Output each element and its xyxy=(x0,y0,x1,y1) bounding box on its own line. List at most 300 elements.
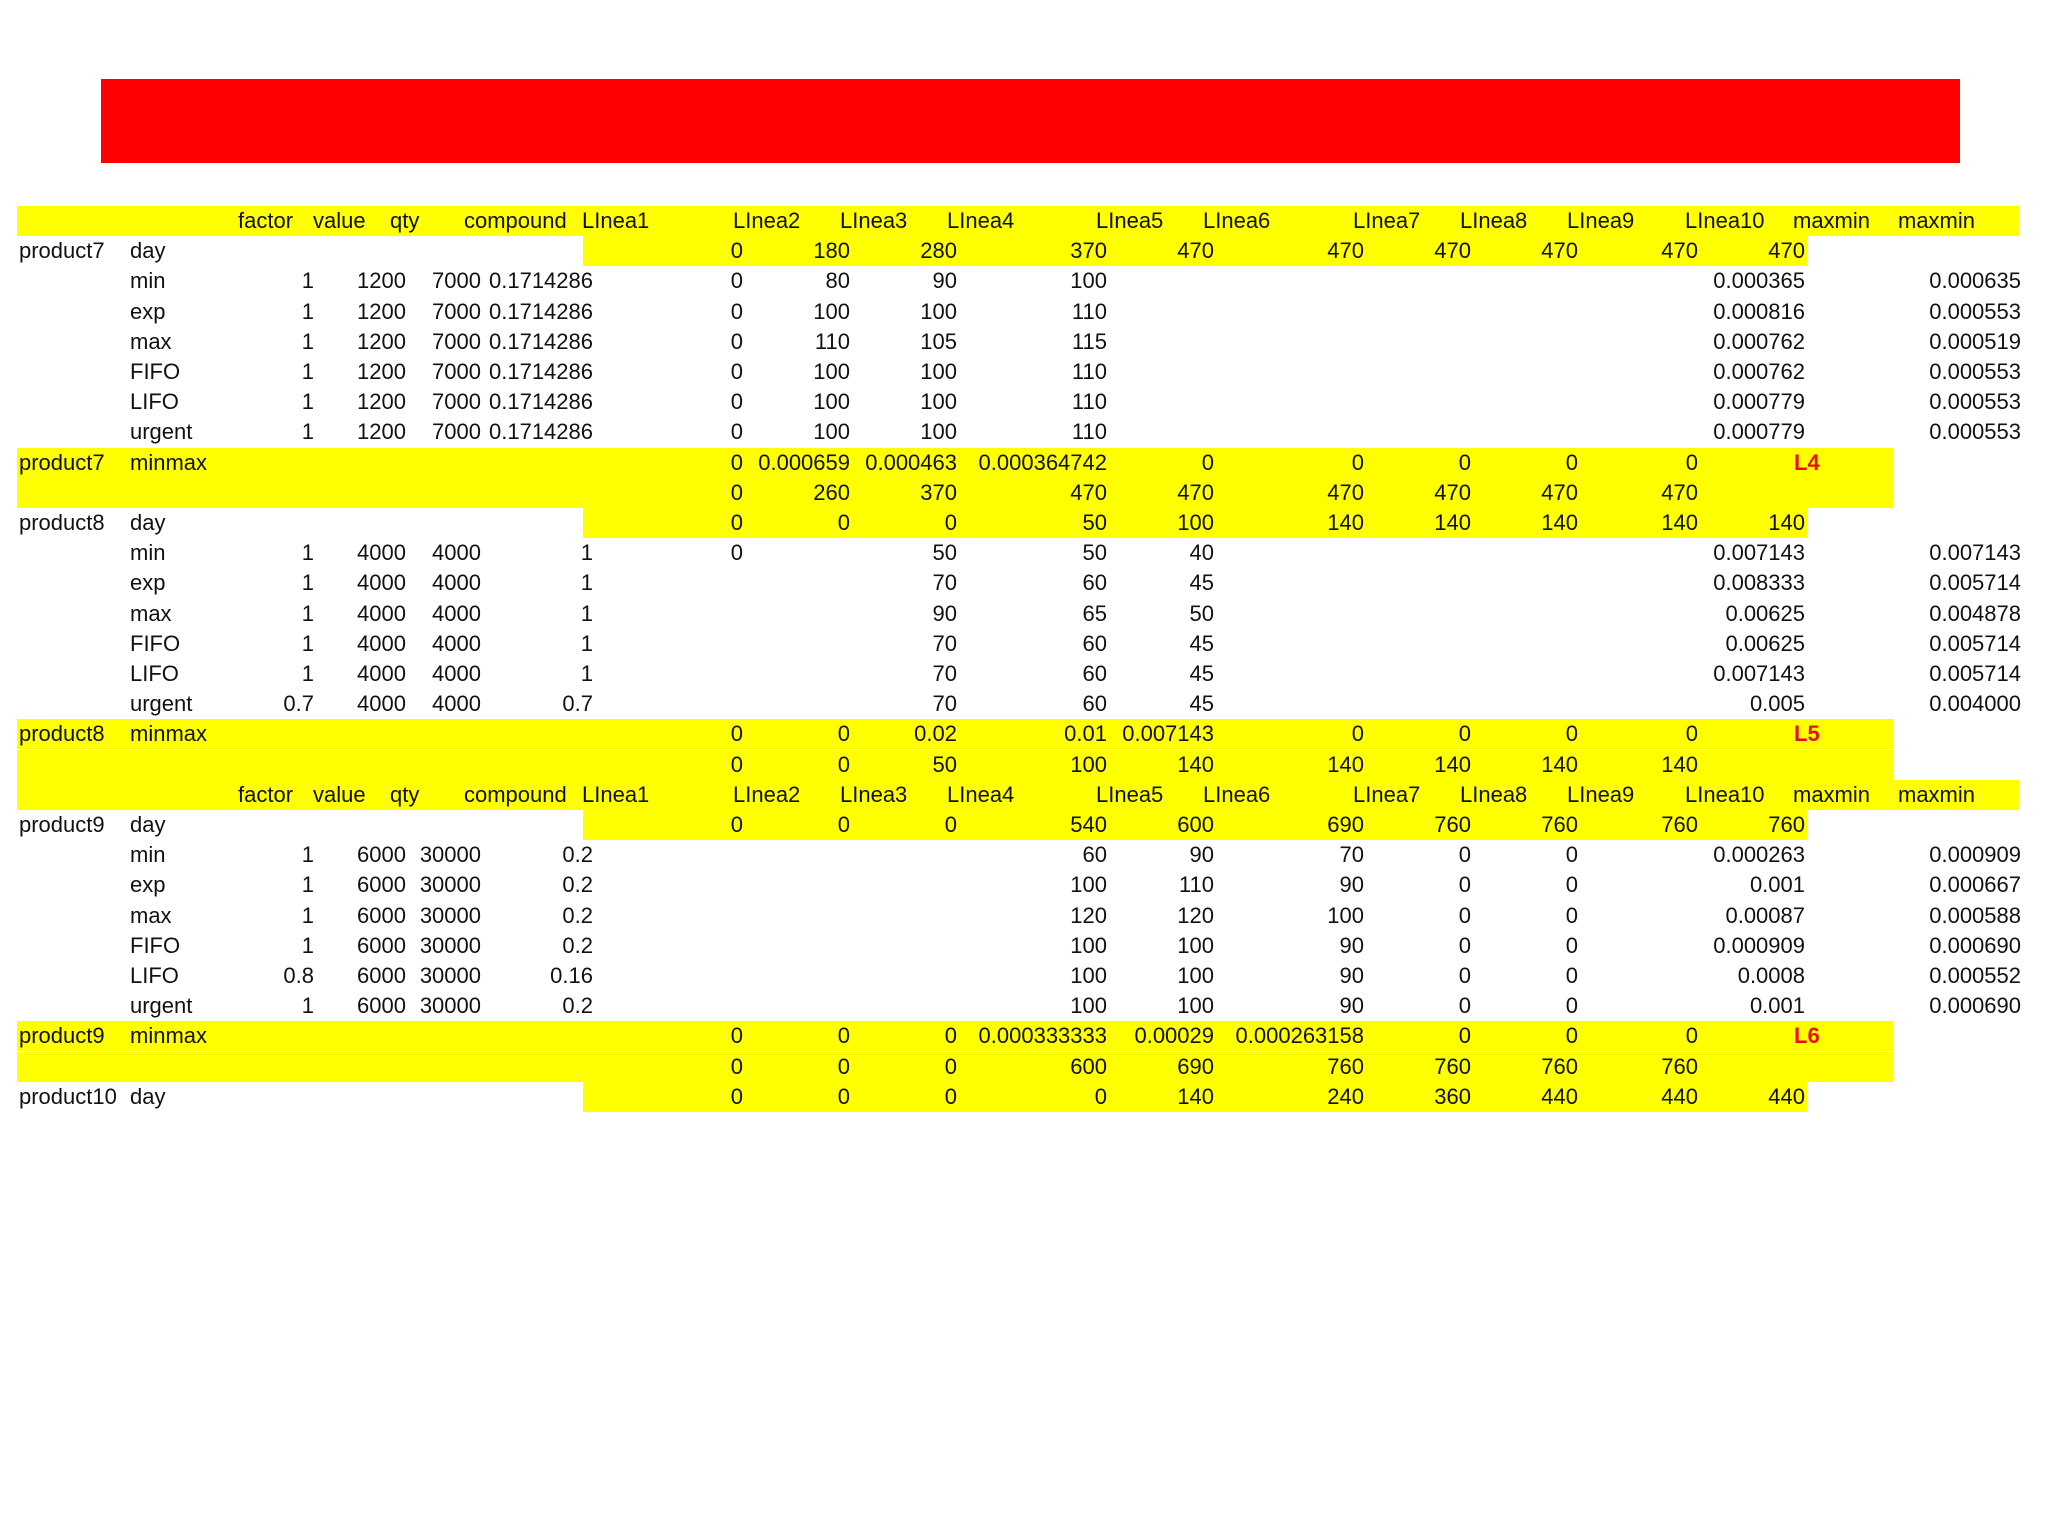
col-9-cell: LInea4 xyxy=(947,208,1015,233)
col-14-cell: 0 xyxy=(1565,872,1578,898)
sub-row xyxy=(17,750,2027,780)
minmax-row xyxy=(17,448,2027,478)
factor-cell: 1 xyxy=(301,389,314,415)
col-7-cell: 0 xyxy=(730,1053,743,1079)
col-7-cell: 0 xyxy=(730,479,743,505)
data-row xyxy=(17,659,2027,689)
value-cell: 6000 xyxy=(357,842,406,868)
col-14-cell: 760 xyxy=(1541,812,1578,837)
category-cell: urgent xyxy=(130,993,193,1019)
col-11-cell: 90 xyxy=(1189,842,1214,868)
minmax-row xyxy=(17,1021,2027,1051)
col-8-cell: 100 xyxy=(813,419,850,445)
compound-cell: 1 xyxy=(580,570,593,596)
col-9-cell: 70 xyxy=(932,661,957,686)
product-cell: product10 xyxy=(19,1083,117,1109)
product-cell: product7 xyxy=(19,449,105,475)
col-12-cell: 140 xyxy=(1327,510,1364,535)
col-14-cell: 140 xyxy=(1541,751,1578,777)
category-cell: max xyxy=(130,328,172,354)
factor-cell: 1 xyxy=(301,600,314,626)
col-13-cell: 0 xyxy=(1458,721,1471,747)
data-row xyxy=(17,357,2027,387)
value-cell: 1200 xyxy=(357,359,406,384)
category-cell: min xyxy=(130,540,166,566)
col-11-cell: 100 xyxy=(1177,963,1214,988)
col-16-cell: 0.000762 xyxy=(1713,328,1805,354)
col-8-cell: 80 xyxy=(825,268,850,294)
col-7-cell: 0 xyxy=(730,721,743,747)
col-10-cell: 540 xyxy=(1070,812,1107,837)
col-7-cell: 0 xyxy=(730,268,743,294)
col-8-cell: LInea3 xyxy=(840,781,908,807)
value-cell: value xyxy=(313,781,366,807)
col-16-cell: 0.000779 xyxy=(1713,419,1805,445)
compound-cell: 0.1714286 xyxy=(489,298,593,324)
col-16-cell: 0.001 xyxy=(1749,993,1805,1019)
col-14-cell: 0 xyxy=(1565,993,1578,1019)
col-13-cell: 760 xyxy=(1434,1053,1471,1079)
col-17-cell: 0.000909 xyxy=(1929,842,2021,868)
col-9-cell: 280 xyxy=(920,238,957,264)
col-11-cell: 0.00029 xyxy=(1134,1023,1214,1049)
category-cell: max xyxy=(130,600,172,626)
col-11-cell: LInea6 xyxy=(1203,208,1271,233)
value-cell: 4000 xyxy=(357,570,406,596)
factor-cell: 1 xyxy=(301,932,314,958)
data-row xyxy=(17,629,2027,659)
col-13-cell: 470 xyxy=(1434,479,1471,505)
col-11-cell: LInea6 xyxy=(1203,781,1271,807)
qty-cell: 7000 xyxy=(432,419,481,445)
col-17-cell: 0.000519 xyxy=(1929,328,2021,354)
value-cell: value xyxy=(313,208,366,233)
col-10-cell: 60 xyxy=(1082,630,1107,656)
col-17-cell: 0.005714 xyxy=(1929,630,2021,656)
qty-cell: 30000 xyxy=(419,902,481,928)
col-10-cell: 115 xyxy=(1071,328,1107,354)
col-8-cell: 0 xyxy=(837,751,850,777)
compound-cell: 0.1714286 xyxy=(489,328,593,354)
qty-cell: 30000 xyxy=(419,993,481,1019)
col-11-cell: 0 xyxy=(1201,449,1214,475)
col-17-cell: 0.004000 xyxy=(1929,691,2021,717)
col-9-cell: 90 xyxy=(932,268,957,294)
col-17-cell: 0.000553 xyxy=(1929,389,2021,415)
col-17-cell: 0.004878 xyxy=(1929,600,2021,626)
col-10-cell: 60 xyxy=(1082,661,1107,686)
value-cell: 1200 xyxy=(357,389,406,415)
col-15-cell: LInea10 xyxy=(1685,208,1765,233)
col-16-cell: 0.000816 xyxy=(1713,298,1805,324)
col-9-cell: 100 xyxy=(920,419,957,445)
col-9-cell: 0.000463 xyxy=(865,449,957,475)
col-8-cell: 110 xyxy=(814,328,850,354)
col-10-cell: 50 xyxy=(1082,540,1107,566)
col-17-cell: 0.000690 xyxy=(1929,993,2021,1019)
col-10-cell: 470 xyxy=(1070,479,1107,505)
col-9-cell: 100 xyxy=(920,298,957,324)
factor-cell: 1 xyxy=(301,872,314,898)
col-17-cell: maxmin xyxy=(1898,208,1976,233)
value-cell: 4000 xyxy=(357,691,406,717)
col-11-cell: 690 xyxy=(1177,1053,1214,1079)
product-cell: product8 xyxy=(19,510,105,535)
col-10-cell: 50 xyxy=(1082,510,1107,535)
col-14-cell: 0 xyxy=(1565,449,1578,475)
col-15-cell: 140 xyxy=(1661,510,1698,535)
compound-cell: 0.16 xyxy=(550,963,593,988)
value-cell: 1200 xyxy=(357,419,406,445)
col-16-cell: 470 xyxy=(1768,238,1805,264)
qty-cell: 7000 xyxy=(432,389,481,415)
category-cell: LIFO xyxy=(130,389,179,415)
col-16-cell: 760 xyxy=(1768,812,1805,837)
qty-cell: 30000 xyxy=(419,872,481,898)
compound-cell: 0.2 xyxy=(562,993,593,1019)
col-7-cell: 0 xyxy=(730,238,743,264)
factor-cell: 1 xyxy=(301,630,314,656)
data-row xyxy=(17,961,2027,991)
day-row xyxy=(17,236,2027,266)
col-13-cell: 0 xyxy=(1458,993,1471,1019)
product-cell: product7 xyxy=(19,238,105,264)
col-17-cell: 0.005714 xyxy=(1929,570,2021,596)
data-row xyxy=(17,417,2027,447)
col-17-cell: maxmin xyxy=(1898,781,1976,807)
qty-cell: 30000 xyxy=(419,932,481,958)
col-16-cell: 0.00625 xyxy=(1725,600,1805,626)
col-11-cell: 40 xyxy=(1189,540,1214,566)
col-14-cell: 0 xyxy=(1565,932,1578,958)
col-11-cell: 45 xyxy=(1189,630,1214,656)
col-8-cell: 0 xyxy=(837,1053,850,1079)
category-cell: day xyxy=(130,812,166,837)
col-12-cell: 760 xyxy=(1327,1053,1364,1079)
col-15-cell: 760 xyxy=(1661,1053,1698,1079)
col-15-cell: 470 xyxy=(1661,238,1698,264)
linea1-cell: LInea1 xyxy=(582,781,650,807)
col-10-cell: 110 xyxy=(1071,359,1107,384)
value-cell: 4000 xyxy=(357,600,406,626)
factor-cell: 1 xyxy=(301,902,314,928)
qty-cell: qty xyxy=(390,208,420,233)
compound-cell: 0.7 xyxy=(562,691,593,717)
qty-cell: 4000 xyxy=(432,570,481,596)
col-9-cell: 70 xyxy=(932,630,957,656)
col-10-cell: 100 xyxy=(1070,963,1107,988)
line-label: L6 xyxy=(1794,1023,1820,1049)
col-16-cell: 440 xyxy=(1768,1083,1805,1109)
col-10-cell: 110 xyxy=(1071,389,1107,415)
col-11-cell: 600 xyxy=(1177,812,1214,837)
col-13-cell: 0 xyxy=(1458,1023,1471,1049)
qty-cell: 4000 xyxy=(432,540,481,566)
col-11-cell: 470 xyxy=(1177,238,1214,264)
value-cell: 6000 xyxy=(357,993,406,1019)
col-12-cell: 0 xyxy=(1351,721,1364,747)
factor-cell: 1 xyxy=(301,359,314,384)
qty-cell: qty xyxy=(390,781,420,807)
col-13-cell: 760 xyxy=(1434,812,1471,837)
col-16-cell: 0.008333 xyxy=(1713,570,1805,596)
col-10-cell: 110 xyxy=(1071,419,1107,445)
category-cell: exp xyxy=(130,570,166,596)
compound-cell: 1 xyxy=(580,540,593,566)
col-7-cell: 0 xyxy=(730,419,743,445)
col-9-cell: 70 xyxy=(932,570,957,596)
col-11-cell: 100 xyxy=(1177,932,1214,958)
data-row xyxy=(17,931,2027,961)
col-17-cell: 0.000553 xyxy=(1929,359,2021,384)
col-13-cell: 0 xyxy=(1458,449,1471,475)
category-cell: LIFO xyxy=(130,963,179,988)
col-9-cell: 0 xyxy=(944,1053,957,1079)
col-13-cell: 470 xyxy=(1434,238,1471,264)
factor-cell: 1 xyxy=(301,298,314,324)
col-17-cell: 0.000553 xyxy=(1929,419,2021,445)
col-12-cell: 0.000263158 xyxy=(1235,1023,1364,1049)
day-row xyxy=(17,508,2027,538)
col-13-cell: 140 xyxy=(1434,510,1471,535)
col-17-cell: 0.000553 xyxy=(1929,298,2021,324)
compound-cell: 0.2 xyxy=(562,842,593,868)
col-10-cell: 0.01 xyxy=(1064,721,1107,747)
col-12-cell: 100 xyxy=(1327,902,1364,928)
value-cell: 1200 xyxy=(357,328,406,354)
col-12-cell: 470 xyxy=(1327,238,1364,264)
col-12-cell: 90 xyxy=(1339,963,1364,988)
factor-cell: 1 xyxy=(301,419,314,445)
compound-cell: 0.2 xyxy=(562,932,593,958)
factor-cell: 1 xyxy=(301,268,314,294)
col-16-cell: 0.000779 xyxy=(1713,389,1805,415)
data-row xyxy=(17,538,2027,568)
col-12-cell: 240 xyxy=(1327,1083,1364,1109)
col-10-cell: 600 xyxy=(1070,1053,1107,1079)
category-cell: FIFO xyxy=(130,359,181,384)
col-7-cell: 0 xyxy=(730,328,743,354)
col-13-cell: LInea8 xyxy=(1460,781,1528,807)
compound-cell: 0.1714286 xyxy=(489,389,593,415)
factor-cell: 1 xyxy=(301,570,314,596)
factor-cell: 1 xyxy=(301,540,314,566)
title-banner xyxy=(101,79,1960,163)
col-15-cell: 0 xyxy=(1685,721,1698,747)
col-9-cell: 0 xyxy=(944,1083,957,1109)
col-8-cell: 180 xyxy=(813,238,850,264)
col-7-cell: LInea2 xyxy=(733,208,801,233)
col-11-cell: 140 xyxy=(1177,751,1214,777)
header-row xyxy=(17,206,2027,236)
value-cell: 6000 xyxy=(357,932,406,958)
header-row xyxy=(17,780,2027,810)
linea1-cell: LInea1 xyxy=(582,208,650,233)
col-7-cell: LInea2 xyxy=(733,781,801,807)
col-14-cell: 0 xyxy=(1565,721,1578,747)
col-9-cell: 70 xyxy=(932,691,957,717)
col-17-cell: 0.005714 xyxy=(1929,661,2021,686)
category-cell: day xyxy=(130,1083,166,1109)
col-11-cell: 100 xyxy=(1177,510,1214,535)
col-16-cell: 0.007143 xyxy=(1713,540,1805,566)
col-11-cell: 45 xyxy=(1189,570,1214,596)
compound-cell: 0.1714286 xyxy=(489,419,593,445)
col-8-cell: 0.000659 xyxy=(758,449,850,475)
value-cell: 1200 xyxy=(357,268,406,294)
category-cell: exp xyxy=(130,298,166,324)
col-10-cell: 100 xyxy=(1070,268,1107,294)
line-label: L5 xyxy=(1794,721,1820,747)
col-17-cell: 0.000667 xyxy=(1929,872,2021,898)
col-10-cell: 60 xyxy=(1082,570,1107,596)
col-9-cell: LInea4 xyxy=(947,781,1015,807)
col-13-cell: 0 xyxy=(1458,963,1471,988)
col-16-cell: 0.007143 xyxy=(1713,661,1805,686)
col-13-cell: 0 xyxy=(1458,872,1471,898)
col-7-cell: 0 xyxy=(730,449,743,475)
data-row xyxy=(17,840,2027,870)
col-9-cell: 0 xyxy=(944,1023,957,1049)
col-12-cell: 90 xyxy=(1339,872,1364,898)
col-9-cell: 105 xyxy=(920,328,957,354)
value-cell: 6000 xyxy=(357,963,406,988)
sub-row xyxy=(17,478,2027,508)
col-14-cell: 0 xyxy=(1565,963,1578,988)
category-cell: day xyxy=(130,510,166,535)
col-14-cell: 0 xyxy=(1565,842,1578,868)
col-7-cell: 0 xyxy=(730,1023,743,1049)
col-17-cell: 0.000635 xyxy=(1929,268,2021,294)
factor-cell: 1 xyxy=(301,328,314,354)
col-10-cell: 100 xyxy=(1070,751,1107,777)
col-7-cell: 0 xyxy=(730,510,743,535)
col-14-cell: 140 xyxy=(1541,510,1578,535)
col-11-cell: 140 xyxy=(1177,1083,1214,1109)
col-8-cell: 100 xyxy=(813,298,850,324)
product-cell: product9 xyxy=(19,1023,105,1049)
col-7-cell: 0 xyxy=(730,540,743,566)
col-10-cell: 60 xyxy=(1082,691,1107,717)
col-14-cell: LInea9 xyxy=(1567,781,1635,807)
qty-cell: 4000 xyxy=(432,691,481,717)
col-16-cell: 0.00087 xyxy=(1725,902,1805,928)
col-16-cell: 0.000263 xyxy=(1713,842,1805,868)
col-7-cell: 0 xyxy=(730,298,743,324)
compound-cell: 1 xyxy=(580,600,593,626)
col-10-cell: 100 xyxy=(1070,872,1107,898)
col-12-cell: 70 xyxy=(1339,842,1364,868)
col-8-cell: 0 xyxy=(837,1023,850,1049)
col-16-cell: 0.00625 xyxy=(1725,630,1805,656)
qty-cell: 30000 xyxy=(419,842,481,868)
col-8-cell: 100 xyxy=(813,389,850,415)
factor-cell: 0.7 xyxy=(283,691,314,717)
category-cell: FIFO xyxy=(130,932,181,958)
col-8-cell: 0 xyxy=(837,721,850,747)
qty-cell: 30000 xyxy=(419,963,481,988)
col-7-cell: 0 xyxy=(730,812,743,837)
qty-cell: 4000 xyxy=(432,630,481,656)
col-9-cell: 0 xyxy=(944,812,957,837)
factor-cell: 1 xyxy=(301,993,314,1019)
factor-cell: factor xyxy=(238,208,294,233)
col-15-cell: 470 xyxy=(1661,479,1698,505)
col-12-cell: LInea7 xyxy=(1353,781,1421,807)
col-14-cell: 440 xyxy=(1541,1083,1578,1109)
qty-cell: 4000 xyxy=(432,661,481,686)
col-8-cell: 0 xyxy=(837,510,850,535)
category-cell: minmax xyxy=(130,449,208,475)
data-row xyxy=(17,266,2027,296)
compound-cell: 0.1714286 xyxy=(489,268,593,294)
category-cell: urgent xyxy=(130,691,193,717)
col-7-cell: 0 xyxy=(730,751,743,777)
col-14-cell: 470 xyxy=(1541,238,1578,264)
col-12-cell: 690 xyxy=(1327,812,1364,837)
col-10-cell: 65 xyxy=(1082,600,1107,626)
product-cell: product9 xyxy=(19,812,105,837)
col-10-cell: 60 xyxy=(1082,842,1107,868)
col-10-cell: 100 xyxy=(1070,993,1107,1019)
col-10-cell: 0.000333333 xyxy=(978,1023,1107,1049)
col-13-cell: 0 xyxy=(1458,842,1471,868)
value-cell: 4000 xyxy=(357,540,406,566)
col-16-cell: maxmin xyxy=(1793,208,1871,233)
col-15-cell: 0 xyxy=(1685,1023,1698,1049)
category-cell: max xyxy=(130,902,172,928)
col-8-cell: 0 xyxy=(837,812,850,837)
col-9-cell: 370 xyxy=(920,479,957,505)
col-10-cell: LInea5 xyxy=(1096,781,1164,807)
category-cell: exp xyxy=(130,872,166,898)
col-11-cell: 100 xyxy=(1177,993,1214,1019)
col-12-cell: 90 xyxy=(1339,993,1364,1019)
col-12-cell: 0 xyxy=(1351,449,1364,475)
col-15-cell: 440 xyxy=(1661,1083,1698,1109)
col-11-cell: 110 xyxy=(1178,872,1214,898)
col-16-cell: 0.0008 xyxy=(1737,963,1805,988)
qty-cell: 7000 xyxy=(432,359,481,384)
category-cell: minmax xyxy=(130,721,208,747)
compound-cell: 0.2 xyxy=(562,902,593,928)
col-17-cell: 0.000552 xyxy=(1929,963,2021,988)
data-row xyxy=(17,870,2027,900)
col-13-cell: 360 xyxy=(1434,1083,1471,1109)
data-row xyxy=(17,327,2027,357)
category-cell: minmax xyxy=(130,1023,208,1049)
value-cell: 1200 xyxy=(357,298,406,324)
col-7-cell: 0 xyxy=(730,389,743,415)
col-12-cell: 470 xyxy=(1327,479,1364,505)
compound-cell: 0.1714286 xyxy=(489,359,593,384)
col-9-cell: 50 xyxy=(932,540,957,566)
category-cell: FIFO xyxy=(130,630,181,656)
category-cell: LIFO xyxy=(130,661,179,686)
compound-cell: 1 xyxy=(580,661,593,686)
col-16-cell: 0.001 xyxy=(1749,872,1805,898)
factor-cell: 0.8 xyxy=(283,963,314,988)
qty-cell: 4000 xyxy=(432,600,481,626)
col-10-cell: 0.000364742 xyxy=(978,449,1107,475)
col-16-cell: 0.005 xyxy=(1749,691,1805,717)
data-row xyxy=(17,568,2027,598)
qty-cell: 7000 xyxy=(432,298,481,324)
col-9-cell: 0 xyxy=(944,510,957,535)
compound-cell: 0.2 xyxy=(562,872,593,898)
col-10-cell: 110 xyxy=(1071,298,1107,324)
category-cell: min xyxy=(130,268,166,294)
